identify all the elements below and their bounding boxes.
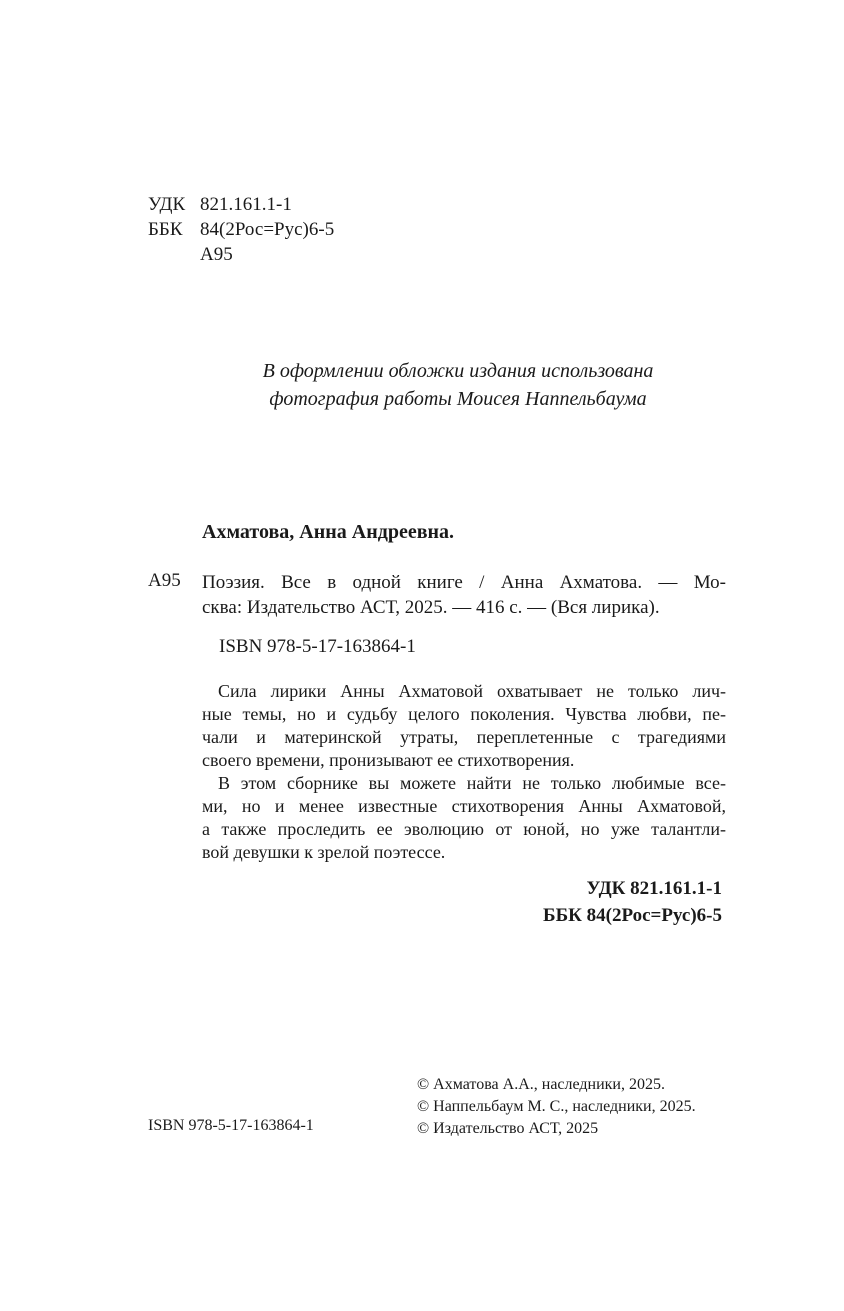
abstract [202, 680, 726, 864]
abstract-p2-line-2: ми, но и менее известные стихотворения Анны Ахматовой, [202, 796, 726, 816]
copyright-block [417, 1074, 696, 1140]
bbk-value: 84(2Рос=Рус)6-5 [200, 219, 335, 240]
abstract-p1-line-3: чали и материнской утраты, переплетенные с трагедиями [202, 727, 726, 747]
classification-codes [148, 192, 334, 267]
bbk-label: ББК [148, 219, 183, 240]
copyright-line-1: © Ахматова А.А., наследники, 2025. [417, 1076, 665, 1093]
abstract-p2-line-4: вой девушки к зрелой поэтессе. [202, 842, 446, 862]
cover-note-line-2: фотография работы Моисея Наппельбаума [269, 388, 647, 410]
biblio-line-2: сква: Издательство АСТ, 2025. — 416 с. — (Вся лирика). [202, 597, 660, 618]
bbk-row [148, 217, 334, 242]
cover-note [0, 357, 844, 413]
udk-value: 821.161.1-1 [200, 194, 292, 215]
udk-label: УДК [148, 194, 186, 215]
classification-bbk: ББК 84(2Рос=Рус)6-5 [543, 905, 722, 926]
author-heading: Ахматова, Анна Андреевна. [202, 521, 455, 543]
copyright-line-3: © Издательство АСТ, 2025 [417, 1120, 599, 1137]
isbn-record: ISBN 978-5-17-163864-1 [219, 636, 416, 657]
author-mark: А95 [200, 244, 233, 265]
classification-block [440, 875, 722, 929]
udk-row [148, 192, 334, 217]
abstract-p1-line-2: ные темы, но и судьбу целого поколения. Чувства любви, пе- [202, 704, 726, 724]
abstract-p2-line-1: В этом сборнике вы можете найти не только любимые все- [218, 773, 726, 793]
abstract-p1-line-1: Сила лирики Анны Ахматовой охватывает не только лич- [218, 681, 726, 701]
abstract-p2-line-3: а также проследить ее эволюцию от юной, но уже талантли- [202, 819, 726, 839]
biblio-description [202, 570, 726, 620]
abstract-p1-line-4: своего времени, пронизывают ее стихотворения. [202, 750, 575, 770]
biblio-line-1: Поэзия. Все в одной книге / Анна Ахматова. — Мо- [202, 572, 726, 593]
copyright-line-2: © Наппельбаум М. С., наследники, 2025. [417, 1098, 696, 1115]
biblio-author-mark: А95 [148, 570, 181, 591]
cover-note-line-1: В оформлении обложки издания использована [262, 360, 654, 382]
isbn-bottom: ISBN 978-5-17-163864-1 [148, 1117, 314, 1134]
classification-udk: УДК 821.161.1-1 [586, 878, 722, 899]
